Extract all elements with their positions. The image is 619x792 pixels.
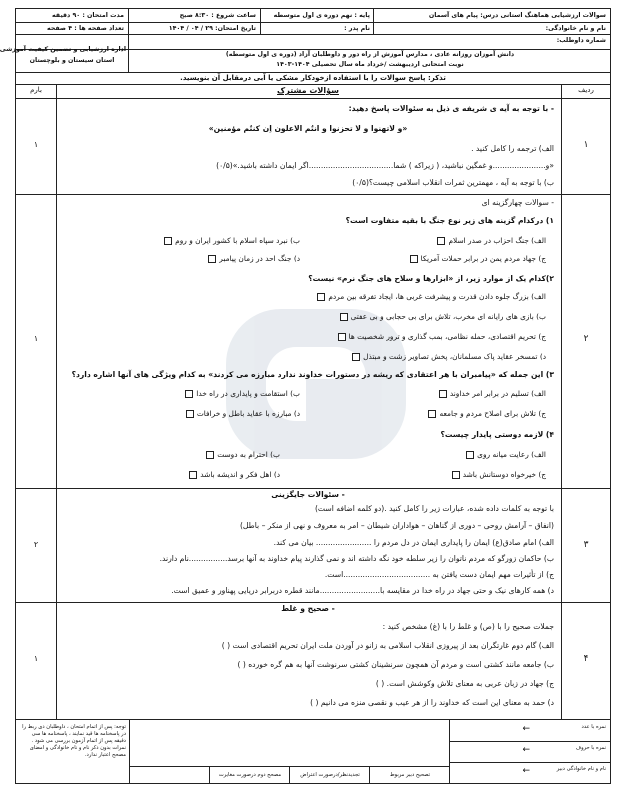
checkbox[interactable] bbox=[206, 451, 214, 459]
question-number: ۴ bbox=[583, 654, 589, 664]
question-number: ۳ bbox=[583, 540, 589, 550]
checkbox[interactable] bbox=[466, 451, 474, 459]
arrow-left-icon: ← bbox=[522, 724, 530, 734]
footer-instructions: توجه: پس از اتمام امتحان ، داوطلبان ذی ربط را در پاسخنامه ها قید نمایند ، پاسخنامه ها سی دقیقه پس از اتمام آزمون بررسی می شود . نمرات بدون ذکر نام و نام خانوادگی و امضای مصحح اعتبار ندارد. bbox=[22, 724, 126, 758]
exam-date: تاریخ امتحان: ۲۹ / ۰۴ / ۱۴۰۴ bbox=[168, 25, 256, 32]
q2-sub3-option-c[interactable]: ج) تلاش برای اصلاح مردم و جامعه bbox=[428, 409, 546, 418]
checkbox[interactable] bbox=[317, 293, 325, 301]
grading-footer bbox=[16, 719, 610, 784]
question-score: ۱ bbox=[33, 654, 39, 663]
province-name: استان سیستان و بلوچستان bbox=[29, 57, 115, 64]
q2-sub1-option-a[interactable]: الف) جنگ احزاب در صدر اسلام bbox=[437, 236, 546, 245]
exam-header bbox=[0, 9, 610, 73]
section-title: سؤالات مشترک bbox=[277, 86, 339, 95]
checkbox[interactable] bbox=[340, 313, 348, 321]
q3-part-d[interactable]: د) همه کارهای نیک و حتی جهاد در راه خدا در مقایسه با.........................مانند قطره دربرابر دریایی پهناور و عمیق است. bbox=[171, 586, 554, 595]
office-name: اداره ارزشیابی و تضمین کیفیت آموزشی bbox=[0, 46, 126, 53]
q2-title: - سوالات چهارگزینه ای bbox=[481, 198, 554, 207]
grade-label: پایه : نهم دوره ی اول متوسطه bbox=[273, 12, 370, 19]
teacher-signature-label: تصحیح دبیر مربوط bbox=[389, 772, 431, 778]
checkbox[interactable] bbox=[452, 471, 460, 479]
q4-instruction: جملات صحیح را با (ص) و غلط را با (غ) مشخص کنید : bbox=[382, 622, 554, 631]
q2-sub2-question: ۲)کدام یک از موارد زیر، از «ابزارها و سلاح های جنگ نرم» نیست؟ bbox=[308, 274, 554, 283]
q2-sub2-option-d[interactable]: د) تمسخر عقاید پاک مسلمانان، پخش تصاویر زشت و مبتذل bbox=[352, 352, 546, 361]
checkbox[interactable] bbox=[439, 390, 447, 398]
q2-sub2-option-b[interactable]: ب) بازی های رایانه ای مخرب، تلاش برای بی حجابی و بی عفتی bbox=[340, 312, 546, 321]
exam-page bbox=[0, 8, 611, 784]
second-grader-label: مصحح دوم درصورت مغایرت bbox=[218, 772, 282, 778]
q3-part-b[interactable]: ب) حاکمان زورگو که مردم ناتوان را زیر سلطه خود نگه داشته اند و نمی گذارند پیام خداوند به آنها برسد................نام دارند. bbox=[159, 554, 554, 563]
q2-sub2-option-c[interactable]: ج) تحریم اقتصادی، حمله نظامی، بمب گذاری و ترور شخصیت ها bbox=[338, 332, 546, 341]
score-column-label: بارم bbox=[30, 86, 42, 94]
name-field[interactable]: نام و نام خانوادگی: bbox=[545, 25, 606, 32]
q2-sub3-option-b[interactable]: ب) استقامت و پایداری در راه خدا bbox=[185, 389, 300, 398]
question-1 bbox=[16, 98, 610, 195]
q2-sub4-question: ۴) لازمه دوستی پایدار چیست؟ bbox=[440, 430, 554, 439]
question-3 bbox=[16, 488, 610, 603]
q2-sub1-question: ۱) درکدام گزینه های زیر نوع جنگ با بقیه متفاوت است؟ bbox=[345, 216, 554, 225]
q2-sub4-option-d[interactable]: د) اهل فکر و اندیشه باشد bbox=[189, 470, 280, 479]
q4-part-b[interactable]: ب) جامعه مانند کشتی است و مردم آن همچون سرنشینان کشتی سرنوشت آنها به هم گره خورده ( ) bbox=[237, 660, 554, 669]
q4-title: - صحیح و غلط bbox=[281, 604, 335, 613]
start-time: ساعت شروع : ۸:۳۰ صبح bbox=[179, 12, 256, 19]
checkbox[interactable] bbox=[186, 410, 194, 418]
students-line: دانش آموزان روزانه عادی ، مدارس آموزش از راه دور و داوطلبان آزاد (دوره ی اول متوسطه) bbox=[225, 51, 515, 58]
q3-instruction: با توجه به کلمات داده شده، عبارات زیر را کامل کنید .(دو کلمه اضافه است) bbox=[314, 504, 554, 513]
question-number: ۱ bbox=[583, 140, 589, 150]
score-words-label: نمره با حروف bbox=[575, 745, 606, 751]
q1-part-a: الف) ترجمه را کامل کنید . bbox=[471, 144, 554, 153]
arrow-left-icon: ← bbox=[522, 745, 530, 755]
checkbox[interactable] bbox=[185, 390, 193, 398]
q1-part-a-blank[interactable]: «و......................و غمگین نباشید، ( زیراکه ) شما...................................اگر ایمان داشته باشید.»(۰/۵) bbox=[216, 161, 554, 170]
q2-sub3-option-d[interactable]: د) مبارزه با عقاید باطل و خرافات bbox=[186, 409, 300, 418]
checkbox[interactable] bbox=[208, 255, 216, 263]
column-header bbox=[16, 84, 610, 99]
question-4 bbox=[16, 602, 610, 720]
q3-part-c[interactable]: ج) از تأثیرات مهم ایمان دست یافتن به ....................................است. bbox=[324, 570, 554, 579]
checkbox[interactable] bbox=[437, 237, 445, 245]
q2-sub3-option-a[interactable]: الف) تسلیم در برابر امر خداوند bbox=[439, 389, 546, 398]
q2-sub1-option-b[interactable]: ب) نبرد سپاه اسلام با کشور ایران و روم bbox=[164, 236, 300, 245]
q4-part-a[interactable]: الف) گام دوم غارتگران بعد از پیروزی انقلاب اسلامی به زانو در آوردن ملت ایران تحریم اقتصادی است ( ) bbox=[221, 641, 554, 650]
q1-instruction: - با توجه به آیه ی شریفه ی ذیل به سئوالات پاسخ دهید: bbox=[348, 104, 554, 113]
question-number: ۲ bbox=[583, 334, 589, 344]
question-2 bbox=[16, 194, 610, 489]
q2-sub3-question: ۳) این جمله که «پیامبران با هر اعتقادی که ریشه در دستورات خداوند ندارد مبارزه می کردند» به کدام ویژگی های آنها اشاره دارد؟ bbox=[71, 370, 554, 379]
checkbox[interactable] bbox=[164, 237, 172, 245]
arrow-left-icon: ← bbox=[522, 766, 530, 776]
checkbox[interactable] bbox=[428, 410, 436, 418]
q1-part-b[interactable]: ب) با توجه به آیه ، مهمترین ثمرات انقلاب اسلامی چیست؟(۰/۵) bbox=[352, 178, 554, 187]
exam-duration: مدت امتحان : ۹۰ دقیقه bbox=[51, 12, 124, 19]
review-label: تجدیدنظر/درصورت اعتراض bbox=[300, 772, 360, 778]
q3-word-bank: (انفاق – آرامش روحی – دوری از گناهان – هواداران شیطان – امر به معروف و نهی از منکر – باطل) bbox=[239, 521, 554, 530]
page-count: تعداد صفحه ها : ۴ صفحه bbox=[47, 25, 124, 32]
q2-sub1-option-d[interactable]: د) جنگ احد در زمان پیامبر bbox=[208, 254, 300, 263]
instruction-note: تذکر: پاسخ سوالات را با استفاده ازخودکار مشکی یا آبی درمقابل آن بنویسید. bbox=[16, 72, 610, 85]
q1-verse: «و لاتهنوا و لا تحزنوا و انتُم الاعلون اِن کنتُم مؤمنین» bbox=[208, 124, 408, 133]
question-score: ۲ bbox=[33, 540, 39, 549]
q2-sub4-option-b[interactable]: ب) احترام به دوست bbox=[206, 450, 280, 459]
score-number-label: نمره با عدد bbox=[581, 724, 606, 730]
row-column-label: ردیف bbox=[578, 86, 594, 94]
q2-sub2-option-a[interactable]: الف) بزرگ جلوه دادن قدرت و پیشرفت غربی ها، ایجاد تفرقه بین مردم bbox=[317, 292, 546, 301]
father-name-field[interactable]: نام پدر : bbox=[344, 25, 370, 32]
q2-sub4-option-c[interactable]: ج) خیرخواه دوستانش باشد bbox=[452, 470, 546, 479]
q4-part-d[interactable]: د) حمد به معنای این است که خداوند را از هر عیب و نقصی منزه می دانیم ( ) bbox=[310, 698, 554, 707]
question-score: ۱ bbox=[33, 140, 39, 149]
q4-part-c[interactable]: ج) جهاد در زبان عربی به معنای تلاش وکوشش است. ( ) bbox=[375, 679, 554, 688]
seat-number-field[interactable]: شماره داوطلب: bbox=[556, 37, 606, 44]
checkbox[interactable] bbox=[352, 353, 360, 361]
q2-sub1-option-c[interactable]: ج) جهاد مردم یمن در برابر حملات آمریکا bbox=[410, 254, 546, 263]
checkbox[interactable] bbox=[410, 255, 418, 263]
question-score: ۱ bbox=[33, 334, 39, 343]
subject-title: سوالات ارزشیابی هماهنگ استانی درس: پیام های آسمان bbox=[428, 12, 606, 19]
teacher-name-label: نام و نام خانوادگی دبیر bbox=[556, 766, 606, 772]
q3-part-a[interactable]: الف) امام صادق(ع) ایمان را پایداری ایمان در دل مردم را ....................... بیان می کند. bbox=[273, 538, 554, 547]
session-line: نوبت امتحانی اردیبهشت /خرداد ماه سال تحصیلی ۱۴۰۴-۱۴۰۳ bbox=[276, 61, 464, 68]
checkbox[interactable] bbox=[338, 333, 346, 341]
q2-sub4-option-a[interactable]: الف) رعایت میانه روی bbox=[466, 450, 546, 459]
checkbox[interactable] bbox=[189, 471, 197, 479]
q3-title: - سئوالات جایگزینی bbox=[271, 490, 345, 499]
